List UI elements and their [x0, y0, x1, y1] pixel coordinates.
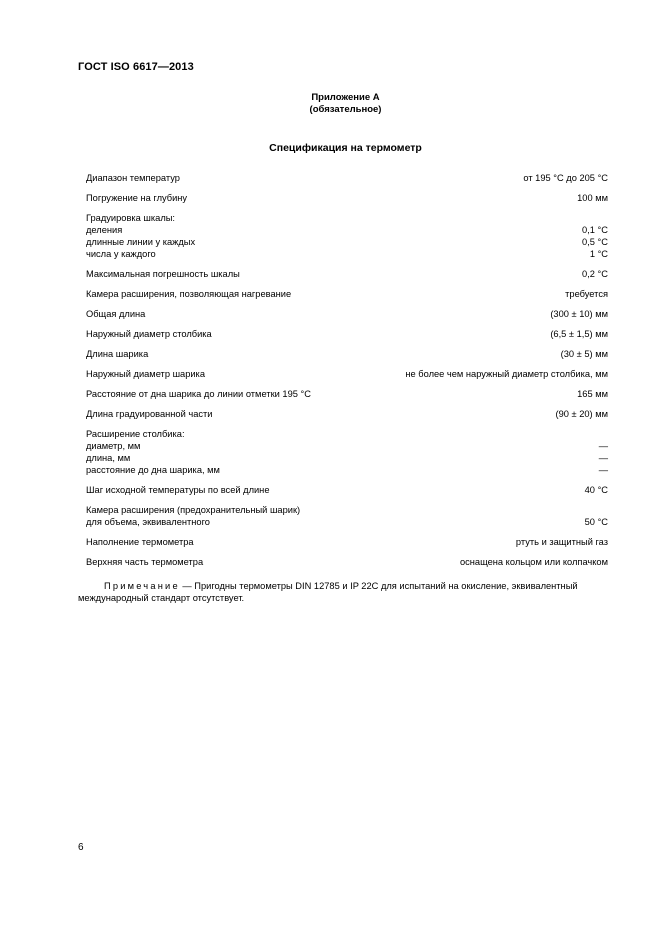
spec-parameter-line: Верхняя часть термометра [86, 557, 204, 567]
spec-value-line: — [598, 465, 608, 475]
spec-row [86, 192, 608, 204]
spec-value-line: (90 ± 20) мм [555, 409, 608, 419]
spec-parameter [86, 212, 582, 260]
spec-parameter-line: Наружный диаметр столбика [86, 329, 212, 339]
spec-value-line: 40 °С [584, 485, 608, 495]
spec-row [86, 504, 608, 528]
spec-parameter-line: Шаг исходной температуры по всей длине [86, 485, 270, 495]
spec-parameter [86, 288, 565, 300]
spec-value-line: от 195 °С до 205 °С [523, 173, 608, 183]
spec-parameter-line: Длина шарика [86, 349, 149, 359]
spec-parameter-line: числа у каждого [86, 249, 156, 259]
spec-parameter [86, 192, 577, 204]
spec-parameter [86, 408, 555, 420]
spec-value-line: 0,5 °С [582, 237, 608, 247]
spec-row [86, 212, 608, 260]
spec-parameter-line: диаметр, мм [86, 441, 141, 451]
spec-row [86, 484, 608, 496]
spec-parameter-line: Наружный диаметр шарика [86, 369, 206, 379]
spec-value [582, 268, 608, 280]
spec-parameter-line: Камера расширения, позволяющая нагревание [86, 289, 292, 299]
spec-title-text: Спецификация на термометр [269, 142, 422, 154]
spec-value [585, 484, 608, 496]
spec-parameter-line: Камера расширения (предохранительный шарик) [86, 505, 301, 515]
spec-row [86, 288, 608, 300]
spec-parameter [86, 348, 561, 360]
annex-status: (обязательное) [309, 104, 382, 115]
spec-value [405, 368, 608, 380]
spec-value-line: 1 °С [589, 249, 608, 259]
spec-value [561, 348, 608, 360]
spec-parameter [86, 484, 585, 496]
spec-row [86, 308, 608, 320]
spec-value-line: 0,2 °С [582, 269, 608, 279]
spec-value [523, 172, 608, 184]
spec-value-line [585, 504, 608, 516]
spec-parameter-line: Длина градуированной части [86, 409, 213, 419]
spec-row [86, 408, 608, 420]
spec-value [577, 192, 608, 204]
spec-parameter-line: длинные линии у каждых [86, 237, 196, 247]
spec-row [86, 172, 608, 184]
spec-value-line [599, 428, 608, 440]
spec-parameter-line: Максимальная погрешность шкалы [86, 269, 240, 279]
spec-row [86, 368, 608, 380]
spec-value [582, 212, 608, 260]
spec-value [565, 288, 608, 300]
spec-parameter-line: Наполнение термометра [86, 537, 194, 547]
spec-parameter [86, 172, 523, 184]
spec-value-line: не более чем наружный диаметр столбика, мм [405, 369, 608, 379]
spec-value-line: оснащена кольцом или колпачком [459, 557, 608, 567]
spec-value-line: (6,5 ± 1,5) мм [550, 329, 608, 339]
spec-parameter-line: Градуировка шкалы: [86, 213, 176, 223]
spec-row [86, 536, 608, 548]
spec-parameter-line: длина, мм [86, 453, 131, 463]
spec-parameter [86, 368, 405, 380]
spec-parameter-line: Погружение на глубину [86, 193, 188, 203]
spec-parameter-line: для объема, эквивалентного [86, 517, 210, 527]
spec-parameter [86, 536, 516, 548]
spec-value [516, 536, 608, 548]
spec-parameter-line: Расстояние от дна шарика до линии отметки 195 °С [86, 389, 311, 399]
annex-title: Приложение А [311, 92, 380, 103]
spec-row [86, 328, 608, 340]
spec-value-line: — [598, 441, 608, 451]
spec-value-line: — [598, 453, 608, 463]
spec-parameter [86, 504, 585, 528]
spec-row [86, 388, 608, 400]
spec-parameter [86, 556, 460, 568]
spec-table [86, 172, 608, 576]
spec-parameter-line: деления [86, 225, 123, 235]
spec-value [550, 328, 608, 340]
spec-parameter-line: расстояние до дна шарика, мм [86, 465, 220, 475]
spec-row [86, 556, 608, 568]
spec-value-line [582, 212, 608, 224]
spec-parameter [86, 268, 582, 280]
document-header: ГОСТ ISO 6617—2013 [78, 61, 194, 73]
spec-value-line: (300 ± 10) мм [550, 309, 608, 319]
spec-value [577, 388, 608, 400]
spec-title [0, 142, 661, 154]
page-number: 6 [78, 842, 84, 853]
spec-value-line: (30 ± 5) мм [560, 349, 608, 359]
spec-parameter-line: Диапазон температур [86, 173, 180, 183]
spec-value [555, 408, 608, 420]
spec-value-line: 100 мм [577, 193, 608, 203]
spec-row [86, 268, 608, 280]
spec-row [86, 348, 608, 360]
spec-value-line: требуется [565, 289, 608, 299]
spec-value-line: 165 мм [577, 389, 608, 399]
spec-value [585, 504, 608, 528]
spec-parameter-line: Общая длина [86, 309, 146, 319]
spec-value-line: 0,1 °С [582, 225, 608, 235]
note-text: — Пригодны термометры DIN 12785 и IP 22C для испытаний на окисление, эквивалентный международный стандарт отсутствует. [78, 581, 578, 603]
spec-value [550, 308, 608, 320]
spec-value [599, 428, 608, 476]
spec-parameter [86, 388, 577, 400]
spec-value [460, 556, 608, 568]
spec-value-line: 50 °С [584, 517, 608, 527]
spec-parameter [86, 308, 550, 320]
annex-heading [0, 92, 661, 116]
spec-value-line: ртуть и защитный газ [515, 537, 608, 547]
spec-parameter [86, 428, 599, 476]
note-label: Примечание [104, 581, 180, 591]
spec-row [86, 428, 608, 476]
spec-parameter [86, 328, 550, 340]
note [78, 580, 618, 604]
spec-parameter-line: Расширение столбика: [86, 429, 185, 439]
